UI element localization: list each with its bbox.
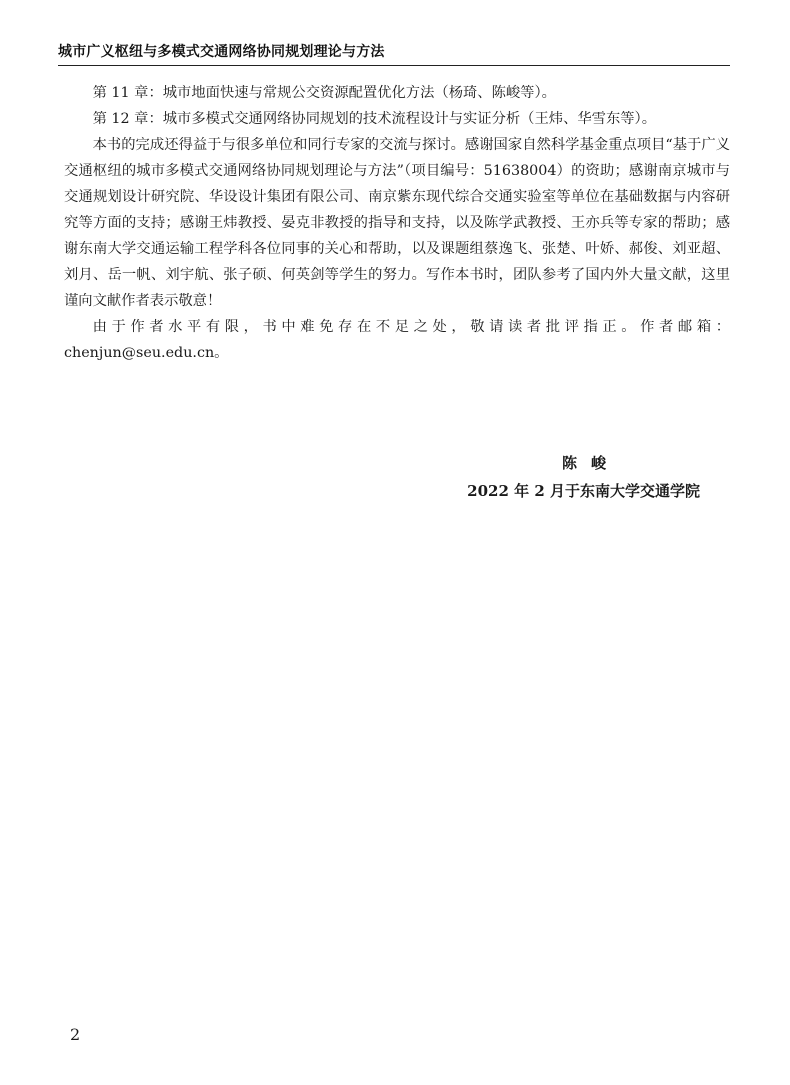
author-signature: 陈峻 <box>561 454 620 472</box>
running-header <box>58 38 730 66</box>
paragraph-errata-contact: 由于作者水平有限，书中难免存在不足之处，敬请读者批评指正。作者邮箱：chenjun@seu.edu.cn。 <box>64 319 730 361</box>
running-header-title: 城市广义枢纽与多模式交通网络协同规划理论与方法 <box>58 44 385 60</box>
paragraph-chapter-12: 第 12 章：城市多模式交通网络协同规划的技术流程设计与实证分析（王炜、华雪东等）。 <box>92 111 657 127</box>
paragraph-chapter-11: 第 11 章：城市地面快速与常规公交资源配置优化方法（杨琦、陈峻等）。 <box>92 85 556 101</box>
body-text <box>64 80 730 366</box>
signature-date: 2022 年 2 月于东南大学交通学院 <box>467 482 700 500</box>
page-number: 2 <box>70 1025 81 1044</box>
paragraph-acknowledgements: 本书的完成还得益于与很多单位和同行专家的交流与探讨。感谢国家自然科学基金重点项目“基于广义交通枢纽的城市多模式交通网络协同规划理论与方法”（项目编号：51638004）的资助；感谢南京城市与交通规划设计研究院、华设设计集团有限公司、南京紫东现代综合交通实验室等单位在基础数据与内容研究等方面的支持；感谢王炜教授、晏克非教授的指导和支持，以及陈学武教授、王亦兵等专家的帮助；感谢东南大学交通运输工程学科各位同事的关心和帮助，以及课题组蔡逸飞、张楚、叶娇、郝俊、刘亚超、刘月、岳一帆、刘宇航、张子硕、何英剑等学生的努力。写作本书时，团队参考了国内外大量文献，这里谨向文献作者表示敬意！ <box>64 137 730 309</box>
